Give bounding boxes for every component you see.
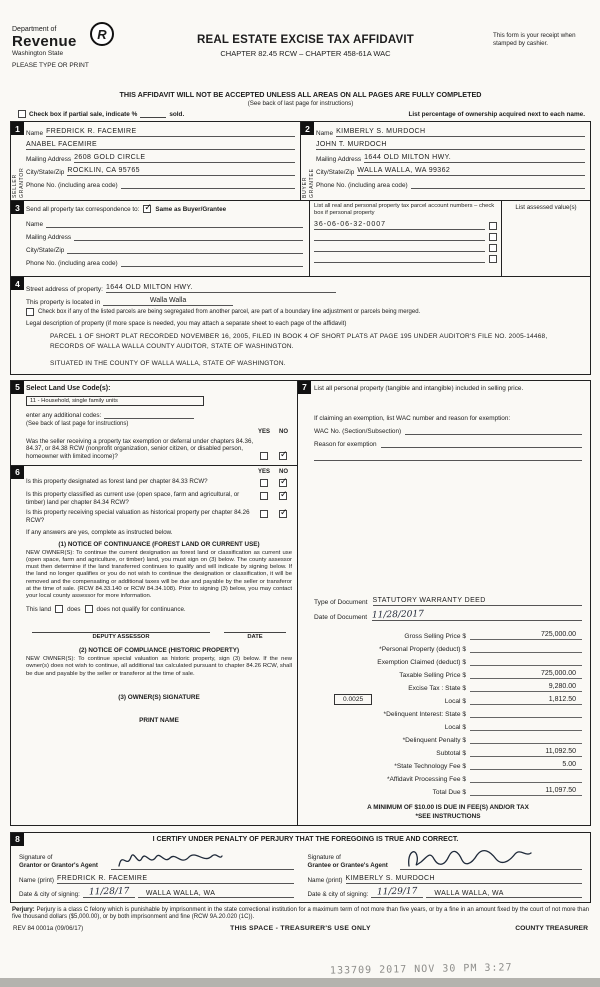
type-of-document-input[interactable]: STATUTORY WARRANTY DEED [373,597,582,606]
if-yes-note: If any answers are yes, complete as instructed below. [26,528,173,536]
grantee-name-input[interactable]: KIMBERLY S. MURDOCH [346,875,583,884]
county-treasurer-label: COUNTY TREASURER [515,925,588,933]
treasurer-stamp: 133709 2017 NOV 30 PM 3:27 [329,962,513,977]
section-6-badge: 6 [11,466,24,479]
state-technology-fee-label: *State Technology Fee $ [394,762,466,770]
parties-section [10,121,591,201]
buyer-side-bottom: GRANTEE [309,168,315,198]
delinquent-penalty-label: *Delinquent Penalty $ [402,736,466,744]
buyer-box [301,121,591,201]
treasurer-space-label: THIS SPACE - TREASURER'S USE ONLY [230,925,371,933]
seller-csz-input[interactable]: ROCKLIN, CA 95765 [67,167,295,176]
print-name-label: PRINT NAME [139,716,179,724]
scan-edge [0,978,600,987]
sold-label: sold. [169,111,185,118]
seller-side-bottom: GRANTOR [19,167,25,198]
taxable-selling-price-label: Taxable Selling Price $ [399,671,466,679]
correspondence-left [11,201,309,276]
personal-property-blank[interactable] [314,393,582,415]
seller-csz-label: City/State/Zip [26,169,65,176]
corr-name-label: Name [26,221,44,228]
seller-box [10,121,301,201]
acceptance-warning: THIS AFFIDAVIT WILL NOT BE ACCEPTED UNLESS ALL AREAS ON ALL PAGES ARE FULLY COMPLETED [119,90,482,99]
delinquent-penalty-input[interactable] [470,735,582,744]
property-section [10,277,591,375]
compliance-title: (2) NOTICE OF COMPLIANCE (HISTORIC PROPERTY) [78,647,240,655]
grantor-name-print-label: Name (print) [19,876,54,884]
deputy-assessor-label: DEPUTY ASSESSOR [92,634,150,641]
tax-section [298,380,591,826]
logo-dept-text: Department of [12,26,57,33]
street-address-input[interactable]: 1644 OLD MILTON HWY. [106,284,336,293]
excise-tax-state-input[interactable]: 9,280.00 [470,683,582,692]
grantor-agent-label: Grantor or Grantor's Agent [19,861,98,869]
minimum-due-note: A MINIMUM OF $10.00 IS DUE IN FEE(S) AND/OR TAX [367,803,529,811]
seller-mailing-label: Mailing Address [26,156,72,163]
does-not-label: does not qualify for continuance. [96,605,186,613]
taxable-selling-price-input[interactable]: 725,000.00 [470,670,582,679]
subtotal-input[interactable]: 11,092.50 [470,748,582,757]
personal-property-note: List all personal property (tangible and intangible) included in selling price. [314,384,524,392]
forest-no-checkbox[interactable] [279,475,288,487]
certify-statement: I CERTIFY UNDER PENALTY OF PERJURY THAT THE FOREGOING IS TRUE AND CORRECT. [152,835,459,843]
buyer-phone-input[interactable] [411,180,585,189]
deferral-question: Was the seller receiving a property tax exemption or deferral under chapters 84.36, 84.37, or 84.38 RCW (nonprofit organization, senior citizen, or disabled person, homeowner with limited income)? [26,437,254,460]
same-as-buyer-label: Same as Buyer/Grantee [155,205,227,213]
buyer-phone-label: Phone No. (including area code) [316,182,408,189]
form-header [10,26,591,90]
deputy-assessor-signature-line[interactable] [32,623,210,633]
seller-name-label: Name [26,130,44,137]
certification-section [10,832,591,903]
grantor-signature-icon [115,847,225,871]
parcel-numbers-column [309,201,501,276]
revenue-seal-icon [90,22,114,46]
ownership-note: List percentage of ownership acquired next to each name. [408,111,585,118]
owners-signature-label: (3) OWNER(S) SIGNATURE [118,693,200,701]
reason-label: Reason for exemption [314,440,377,448]
corr-phone-input[interactable] [121,258,303,267]
total-due-input[interactable]: 11,097.50 [470,787,582,796]
correspondence-section [10,201,591,277]
seller-name2-input[interactable]: ANABEL FACEMIRE [26,141,295,150]
exemption-claimed-input[interactable] [470,657,582,666]
perjury-paragraph [12,907,589,923]
legal-description-label: Legal description of property (if more space is needed, you may attach a separate sheet to each page of the affidavit) [26,320,347,327]
buyer-csz-input[interactable]: WALLA WALLA, WA 99362 [357,167,585,176]
assessed-values-header: List assessed value(s) [515,204,577,211]
land-use-code-input[interactable]: 11 - Household, single family units [26,396,204,406]
check-icon: ✓ [280,488,288,499]
land-does-checkbox[interactable] [55,605,63,613]
no-header: NO [279,428,288,435]
delinquent-interest-state-input[interactable] [470,709,582,718]
forest-question: Is this property designated as forest land per chapter 84.33 RCW? [26,477,208,485]
buyer-side-label [302,138,315,198]
grantee-signature-of-label: Signature of [307,854,341,861]
left-column [10,380,298,826]
same-as-buyer-checkbox[interactable] [143,202,152,213]
grantor-date-input[interactable] [83,887,135,898]
yes-header: YES [257,468,270,475]
check-icon: ✓ [144,202,152,212]
buyer-mailing-label: Mailing Address [316,156,362,163]
grantor-date-city-label: Date & city of signing: [19,890,80,898]
additional-codes-input[interactable] [104,410,194,419]
grantee-agent-label: Grantee or Grantee's Agent [307,861,388,869]
grantee-signature-icon [404,845,534,871]
deputy-date-label: DATE [247,634,263,641]
partial-percent-input[interactable] [140,117,166,118]
does-label: does [67,605,81,613]
date-of-document-input[interactable] [372,610,582,621]
delinquent-interest-state-label: *Delinquent Interest: State $ [383,710,466,718]
seller-side-label [12,138,25,198]
middle-columns [10,380,591,826]
this-land-label: This land [26,605,52,613]
seller-mailing-input[interactable]: 2608 GOLD CIRCLE [74,154,295,163]
subtotal-label: Subtotal $ [436,749,466,757]
grantor-certification [19,846,294,898]
send-correspondence-label: Send all property tax correspondence to: [26,205,140,213]
land-does-not-checkbox[interactable] [85,605,93,613]
parcel-1-personal-checkbox[interactable] [489,222,497,230]
section-2-badge: 2 [301,122,314,135]
personal-property-deduct-label: *Personal Property (deduct) $ [379,645,466,653]
grantee-name-print-label: Name (print) [307,876,343,884]
check-icon: ✓ [280,507,288,518]
corr-mailing-input[interactable] [74,232,303,241]
state-technology-fee-input[interactable]: 5.00 [470,761,582,770]
deputy-date-line[interactable] [224,623,286,633]
forest-yes-checkbox[interactable] [260,479,268,487]
gross-selling-price-label: Gross Selling Price $ [404,632,466,640]
no-header: NO [279,468,288,475]
additional-codes-label: enter any additional codes: [26,411,102,419]
gross-selling-price-input[interactable]: 725,000.00 [470,631,582,640]
total-due-label: Total Due $ [432,788,466,796]
section-5-badge: 5 [11,381,24,394]
perjury-label: Perjury: [12,906,35,913]
dor-logo [12,26,132,57]
perjury-body: Perjury is a class C felony which is punishable by imprisonment in the state correctional institution for a maximum term of not more than five years, or by a fine in an amount fixed by the court of not more than five thousand dollars ($5,000.00), or by both imprisonment and fine (RCW 9A.20.020 (1C)). [12,906,589,921]
section-1-badge: 1 [11,122,24,135]
corr-mailing-label: Mailing Address [26,234,72,241]
parcel-3-input[interactable] [314,243,485,252]
assessed-values-column [501,201,590,276]
see-back-note: (See back of last page for instructions) [247,100,354,107]
segregated-checkbox[interactable] [26,308,34,316]
land-use-title: Select Land Use Code(s): [26,385,111,392]
exemption-claimed-label: Exemption Claimed (deduct) $ [377,658,466,666]
land-use-section [10,380,298,466]
seller-side-top: SELLER [12,174,18,198]
parcel-2-personal-checkbox[interactable] [489,233,497,241]
logo-state-text: Washington State [12,50,64,57]
footer-row [10,925,591,932]
land-use-see-back: (See back of last page for instructions) [26,420,129,427]
continuance-body: NEW OWNER(S): To continue the current designation as forest land or classification as current use (open space, farm and agriculture, or timber) land, you must sign on (3) below. The county assessor must then determine if the land transferred continues to qualify and will indicate by signing below. If the land no longer qualifies or you do not wish to continue the designation or classification, it will be removed and the compensating or additional taxes will be due and payable by the seller or transferor at the time of sale. (RCW 84.33.140 or RCW 84.34.108). Prior to signing (3) below, you may contact your local county assessor for more information. [26,549,292,599]
form-rev-number: REV 84 0001a (09/06/17) [13,925,84,933]
compliance-body: NEW OWNER(S): To continue special valuation as historic property, sign (3) below. If the new owner(s) does not wish to continue, all additional tax calculated pursuant to chapter 84.26 RCW, shall be due and payable by the seller or transferor at the time of sale. [26,656,292,677]
affidavit-processing-fee-label: *Affidavit Processing Fee $ [386,775,466,783]
continuance-title: (1) NOTICE OF CONTINUANCE (FOREST LAND OR CURRENT USE) [58,540,260,548]
local-tax-input[interactable]: 1,812.50 [470,696,582,705]
corr-name-input[interactable] [46,219,303,228]
parcel-2-input[interactable] [314,232,485,241]
section-7-badge: 7 [298,381,311,394]
logo-agency-text: Revenue [12,33,77,50]
grantee-date-input[interactable] [371,887,423,898]
wac-input[interactable] [405,426,582,435]
located-in-label: This property is located in [26,299,101,306]
seal-letter: R [97,26,107,42]
corr-csz-input[interactable] [67,245,303,254]
buyer-name-label: Name [316,130,334,137]
classification-section [10,466,298,826]
receipt-note: This form is your receipt when stamped by cashier. [493,32,576,48]
wac-label: WAC No. (Section/Subsection) [314,427,402,435]
parcel-header: List all real and personal property tax parcel account numbers – check box if personal property [314,203,495,216]
situated-text: SITUATED IN THE COUNTY OF WALLA WALLA, STATE OF WASHINGTON. [50,359,286,367]
date-of-document-value: 11/28/2017 [372,608,425,621]
delinquent-interest-local-input[interactable] [470,722,582,731]
parcel-4-personal-checkbox[interactable] [489,255,497,263]
type-of-document-label: Type of Document [314,598,368,606]
section-4-badge: 4 [11,277,24,290]
parcel-4-input[interactable] [314,254,485,263]
buyer-name-input[interactable]: KIMBERLY S. MURDOCH [336,128,585,137]
seller-name-input[interactable]: FREDRICK R. FACEMIRE [46,128,295,137]
seller-phone-label: Phone No. (including area code) [26,182,118,189]
buyer-name2-input[interactable]: JOHN T. MURDOCH [316,141,585,150]
grantor-date-value: 11/28/17 [88,885,130,898]
check-icon: ✓ [280,448,288,459]
delinquent-interest-local-label: Local $ [444,723,466,731]
exemption-intro: If claiming an exemption, list WAC number and reason for exemption: [314,414,511,422]
local-rate-box[interactable]: 0.0025 [334,694,372,705]
reason-extra-input[interactable] [314,452,582,461]
parcel-1-input[interactable]: 36-06-06-32-0007 [314,221,485,230]
historic-no-checkbox[interactable] [279,507,288,518]
please-type-note: PLEASE TYPE OR PRINT [12,62,89,69]
personal-property-deduct-input[interactable] [470,644,582,653]
local-tax-label: Local $ [444,697,466,705]
grantor-name-input[interactable]: FREDRICK R. FACEMIRE [57,875,294,884]
date-of-document-label: Date of Document [314,613,368,621]
partial-sale-label: Check box if partial sale, indicate % [29,111,138,118]
buyer-mailing-input[interactable]: 1644 OLD MILTON HWY. [364,154,585,163]
located-in-input[interactable]: Walla Walla [103,297,233,306]
historic-question: Is this property receiving special valuation as historical property per chapter 84.26 RCW? [26,509,250,524]
buyer-side-top: BUYER [302,176,308,198]
section-3-badge: 3 [11,201,24,214]
current-use-no-checkbox[interactable] [279,488,288,500]
partial-sale-row [18,110,589,118]
see-instructions-note: *SEE INSTRUCTIONS [415,812,481,820]
deferral-no-checkbox[interactable] [279,448,288,460]
current-use-yes-checkbox[interactable] [260,492,268,500]
grantee-date-city-label: Date & city of signing: [307,890,369,898]
corr-csz-label: City/State/Zip [26,247,65,254]
current-use-question: Is this property classified as current use (open space, farm and agricultural, or timber) land per chapter 84.34 RCW? [26,490,240,506]
check-icon: ✓ [280,475,288,486]
legal-description-text: PARCEL 1 OF SHORT PLAT RECORDED NOVEMBER 16, 2005, FILED IN BOOK 4 OF SHORT PLATS AT PAGE 195 UNDER AUDITOR'S FILE NO. 2005-14468, RECORDS OF WALLA WALLA COUNTY AUDITOR, STATE OF WASHINGTON. [50,333,548,350]
yes-header: YES [257,428,270,435]
buyer-csz-label: City/State/Zip [316,169,355,176]
partial-sale-checkbox[interactable] [18,110,26,118]
excise-tax-state-label: Excise Tax : State $ [408,684,466,692]
title-block [130,34,481,58]
deferral-yes-checkbox[interactable] [260,452,268,460]
grantee-signature-field[interactable] [400,848,583,870]
parcel-3-personal-checkbox[interactable] [489,244,497,252]
grantor-city-input[interactable]: WALLA WALLA, WA [138,890,294,898]
grantor-signature-field[interactable] [111,848,294,870]
form-title: REAL ESTATE EXCISE TAX AFFIDAVIT [196,34,415,46]
seller-phone-input[interactable] [121,180,295,189]
reason-input[interactable] [381,439,582,448]
segregated-note: Check box if any of the listed parcels are being segregated from another parcel, are part of a boundary line adjustment or parcels being merged. [38,309,421,315]
street-address-label: Street address of property: [26,286,103,293]
grantor-signature-of-label: Signature of [19,854,53,861]
historic-yes-checkbox[interactable] [260,510,268,518]
grantee-date-value: 11/29/17 [377,885,418,898]
affidavit-processing-fee-input[interactable] [470,774,582,783]
form-subtitle: CHAPTER 82.45 RCW – CHAPTER 458-61A WAC [220,49,391,58]
section-8-badge: 8 [11,833,24,846]
corr-phone-label: Phone No. (including area code) [26,260,118,267]
grantee-certification [308,846,583,898]
grantee-city-input[interactable]: WALLA WALLA, WA [426,890,582,898]
